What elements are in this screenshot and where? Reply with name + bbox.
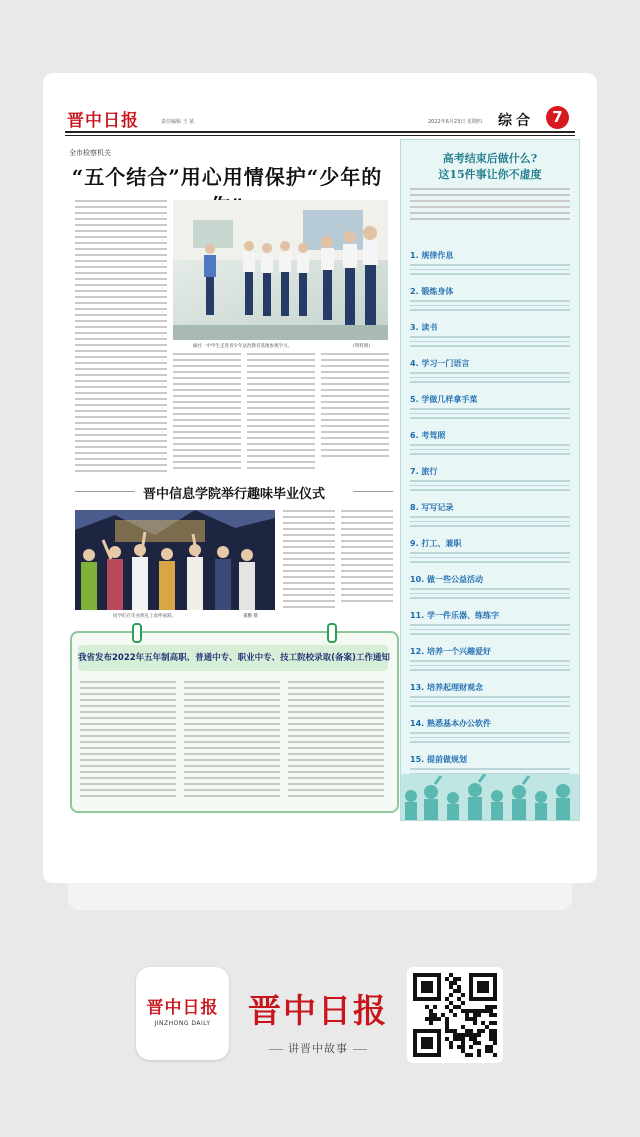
qr-module [477,1053,481,1057]
qr-module [473,1013,477,1017]
sidebar-item [410,322,570,347]
qr-module [453,1013,457,1017]
sidebar-item-title: 7. 旅行 [410,467,438,476]
sidebar-item-text-line [410,273,570,275]
qr-module [449,1045,453,1049]
page-number-badge: 7 [546,106,569,129]
sidebar-item-text-line [410,341,570,343]
qr-module [465,1009,469,1013]
sidebar-item-title: 11. 学一件乐器、练练字 [410,611,499,620]
qr-module [469,1017,473,1021]
qr-module [453,1033,457,1037]
sidebar-item-text-line [410,300,570,302]
qr-module [429,1009,433,1013]
sub-headline-rule-right [353,491,393,492]
qr-module [445,1029,449,1033]
section-name: 综合 [498,113,534,129]
notice-text-column-1 [80,681,176,803]
qr-module [429,1017,433,1021]
qr-module [469,1053,473,1057]
qr-module [493,1037,497,1041]
qr-module [429,1013,433,1017]
qr-module [453,1029,457,1033]
sidebar-item-text-line [410,633,570,635]
sidebar-item-text-line [410,660,570,662]
qr-module [449,1029,453,1033]
notice-text-column-3 [288,681,384,803]
sidebar-item-text-line [410,309,570,311]
qr-module [489,1013,493,1017]
sidebar-item-text-line [410,665,570,667]
qr-module [461,1041,465,1045]
card-stack-shadow [68,882,572,910]
sidebar-item-title: 5. 学做几样拿手菜 [410,395,478,404]
qr-module [465,1033,469,1037]
sidebar-item-title: 13. 培养起理财观念 [410,683,483,692]
qr-module [445,1005,449,1009]
sidebar-item-text-line [410,489,570,491]
qr-module [473,1033,477,1037]
qr-module [461,993,465,997]
notice-text-column-2 [184,681,280,803]
qr-module [477,1049,481,1053]
qr-module [477,1009,481,1013]
qr-module [453,981,457,985]
sidebar-item-text-line [410,305,570,307]
sidebar-item-text-line [410,696,570,698]
sidebar-item-text-line [410,264,570,266]
sidebar-intro-text [410,188,570,228]
qr-module [449,993,453,997]
sidebar-item-text-line [410,525,570,527]
app-icon-logo[interactable] [136,967,229,1060]
sidebar-item [410,610,570,635]
qr-module [493,1033,497,1037]
sidebar-item-text-line [410,417,570,419]
qr-module [453,1005,457,1009]
article-text-column-1 [75,200,167,480]
qr-module [473,1021,477,1025]
qr-module [477,1041,481,1045]
sidebar-item-title: 15. 提前做规划 [410,755,467,764]
photo1-credit: (资料图) [353,344,371,349]
header-rule-thin [65,135,575,136]
sidebar-item-text-line [410,485,570,487]
qr-module [489,1005,493,1009]
qr-module [457,977,461,981]
masthead-logo: 晋中日报 [67,111,139,131]
sidebar-item-text-line [410,732,570,734]
qr-module [493,1041,497,1045]
notice-title: 我省发布2022年五年制高职、普通中专、职业中专、技工院校录取(备案)工作通知 [78,645,388,671]
qr-finder-mark [421,981,433,993]
sidebar-item-text-line [410,372,570,374]
qr-finder-mark [421,1037,433,1049]
article-kicker: 全市检察机关 [69,149,111,157]
qr-module [457,1033,461,1037]
sidebar-item-text-line [410,593,570,595]
qr-module [485,1025,489,1029]
sidebar-item-text-line [410,669,570,671]
sidebar-item [410,250,570,275]
qr-module [493,1005,497,1009]
qr-module [477,1033,481,1037]
brand-slogan: 讲晋中故事 [238,1040,398,1056]
sidebar-item-title: 1. 规律作息 [410,251,454,260]
qr-module [457,989,461,993]
qr-module [489,1049,493,1053]
sidebar-item [410,538,570,563]
qr-module [453,977,457,981]
qr-module [445,1021,449,1025]
sidebar-item [410,430,570,455]
qr-module [425,1017,429,1021]
qr-module [489,1021,493,1025]
qr-module [489,1033,493,1037]
sidebar-item-text-line [410,557,570,559]
sub-article-text-column-1 [283,510,335,614]
sidebar-item [410,574,570,599]
sidebar-item-text-line [410,516,570,518]
sidebar-item [410,502,570,527]
qr-module [457,1045,461,1049]
sidebar-item-text-line [410,408,570,410]
brand-logo: 晋中日报 [248,991,388,1030]
article-text-column-3 [247,353,315,473]
qr-module [457,997,461,1001]
qr-module [481,1021,485,1025]
app-icon-english-name: JINZHONG DAILY [154,1020,211,1027]
sidebar-item-text-line [410,768,570,770]
qr-module [461,1049,465,1053]
qr-module [461,1009,465,1013]
sidebar-item-text-line [410,444,570,446]
qr-module [449,985,453,989]
qr-module [489,1045,493,1049]
sidebar-item-text-line [410,480,570,482]
article-photo-students[interactable] [173,200,388,340]
qr-module [461,1045,465,1049]
qr-module [461,1025,465,1029]
qr-code-icon [407,967,503,1063]
qr-module [465,1029,469,1033]
qr-finder-mark [477,981,489,993]
qr-module [473,1041,477,1045]
sidebar-item-text-line [410,588,570,590]
sub-article-text-column-2 [341,510,393,610]
qr-module [449,981,453,985]
qr-module [469,1045,473,1049]
qr-module [493,1021,497,1025]
sub-headline: 晋中信息学院举行趣味毕业仪式 [143,487,326,502]
qr-module [449,973,453,977]
qr-module [445,997,449,1001]
qr-module [465,1053,469,1057]
qr-module [449,1009,453,1013]
sidebar-item-text-line [410,624,570,626]
qr-module [453,989,457,993]
notice-ring-left [132,623,142,643]
sidebar-item-text-line [410,381,570,383]
qr-code[interactable] [407,967,503,1063]
sidebar-title-line-1: 高考结束后做什么? [442,152,538,165]
photo1-caption: 榆社一中学生走进青少年法治教育基地参观学习。 [193,344,292,349]
qr-module [473,1009,477,1013]
qr-module [433,1005,437,1009]
qr-module [469,1033,473,1037]
sidebar-item-text-line [410,597,570,599]
sidebar-item-text-line [410,345,570,347]
sidebar-item-title: 10. 做一些公益活动 [410,575,483,584]
qr-module [493,1029,497,1033]
photo2-credit: 董鹏 摄 [243,614,258,619]
qr-module [445,1037,449,1041]
sidebar-crowd-illustration [401,774,579,820]
sidebar-item [410,682,570,707]
qr-module [489,1029,493,1033]
sidebar-item [410,466,570,491]
sidebar-item [410,394,570,419]
sidebar-item-text-line [410,377,570,379]
qr-module [425,1005,429,1009]
sidebar-item-title: 4. 学习一门语言 [410,359,470,368]
qr-module [445,1017,449,1021]
qr-module [469,1029,473,1033]
notice-box[interactable] [70,631,399,813]
qr-module [469,1037,473,1041]
date-line: 2022年6月23日 星期四 [428,119,482,125]
qr-module [433,1013,437,1017]
sidebar-item-text-line [410,453,570,455]
sidebar-item-title: 12. 培养一个兴趣爱好 [410,647,491,656]
qr-module [477,1029,481,1033]
qr-module [485,1045,489,1049]
sidebar-item [410,718,570,743]
sidebar-item-text-line [410,336,570,338]
sidebar-item [410,358,570,383]
qr-module [429,1021,433,1025]
sidebar-title-line-2: 这15件事让你不虚度 [438,168,542,181]
qr-module [433,1017,437,1021]
sidebar-item-title: 2. 锻炼身体 [410,287,454,296]
qr-module [489,1009,493,1013]
article-text-column-2 [173,353,241,473]
qr-module [493,1013,497,1017]
sidebar-item-text-line [410,701,570,703]
sidebar-tips[interactable] [400,139,580,821]
sidebar-item-text-line [410,552,570,554]
qr-module [481,1029,485,1033]
qr-module [465,1013,469,1017]
qr-module [485,1009,489,1013]
sidebar-item-title: 6. 考驾照 [410,431,446,440]
qr-module [457,985,461,989]
qr-module [473,1037,477,1041]
qr-module [489,1037,493,1041]
qr-module [457,1005,461,1009]
sidebar-item-text-line [410,269,570,271]
article-headline: “五个结合”用心用情保护“少年的 [71,165,383,189]
qr-module [445,977,449,981]
qr-module [441,1013,445,1017]
qr-module [485,1005,489,1009]
article-text-column-4 [321,353,389,463]
graduation-photo[interactable] [75,510,275,610]
qr-module [449,1041,453,1045]
editor-line: 责任编辑 王 某 [161,119,195,125]
sidebar-item-text-line [410,737,570,739]
qr-module [445,1025,449,1029]
sidebar-item [410,286,570,311]
qr-module [449,1001,453,1005]
sidebar-item-text-line [410,561,570,563]
sidebar-item-title: 3. 读书 [410,323,438,332]
qr-module [485,1049,489,1053]
sidebar-item-title: 9. 打工、兼职 [410,539,462,548]
qr-module [481,1009,485,1013]
qr-module [493,1053,497,1057]
sidebar-item [410,646,570,671]
sub-headline-rule-left [75,491,135,492]
qr-module [457,1037,461,1041]
qr-module [453,1037,457,1041]
qr-module [465,1017,469,1021]
notice-ring-right [327,623,337,643]
sidebar-item-text-line [410,705,570,707]
qr-module [477,1013,481,1017]
qr-module [461,1033,465,1037]
qr-module [473,1017,477,1021]
sidebar-item-text-line [410,629,570,631]
header-rule [65,131,575,133]
sidebar-item-text-line [410,521,570,523]
qr-module [469,1009,473,1013]
photo2-caption: 同学们在毕业典礼上欢呼雀跃。 [113,614,176,619]
qr-module [461,1037,465,1041]
sidebar-item-title: 8. 写写记录 [410,503,454,512]
sidebar-item-text-line [410,741,570,743]
sidebar-item-text-line [410,413,570,415]
app-icon-logo-text: 晋中日报 [146,998,219,1018]
sidebar-item-title: 14. 熟悉基本办公软件 [410,719,491,728]
qr-module [437,1017,441,1021]
qr-module [461,1001,465,1005]
newspaper-page[interactable] [43,73,597,883]
sidebar-item-text-line [410,449,570,451]
